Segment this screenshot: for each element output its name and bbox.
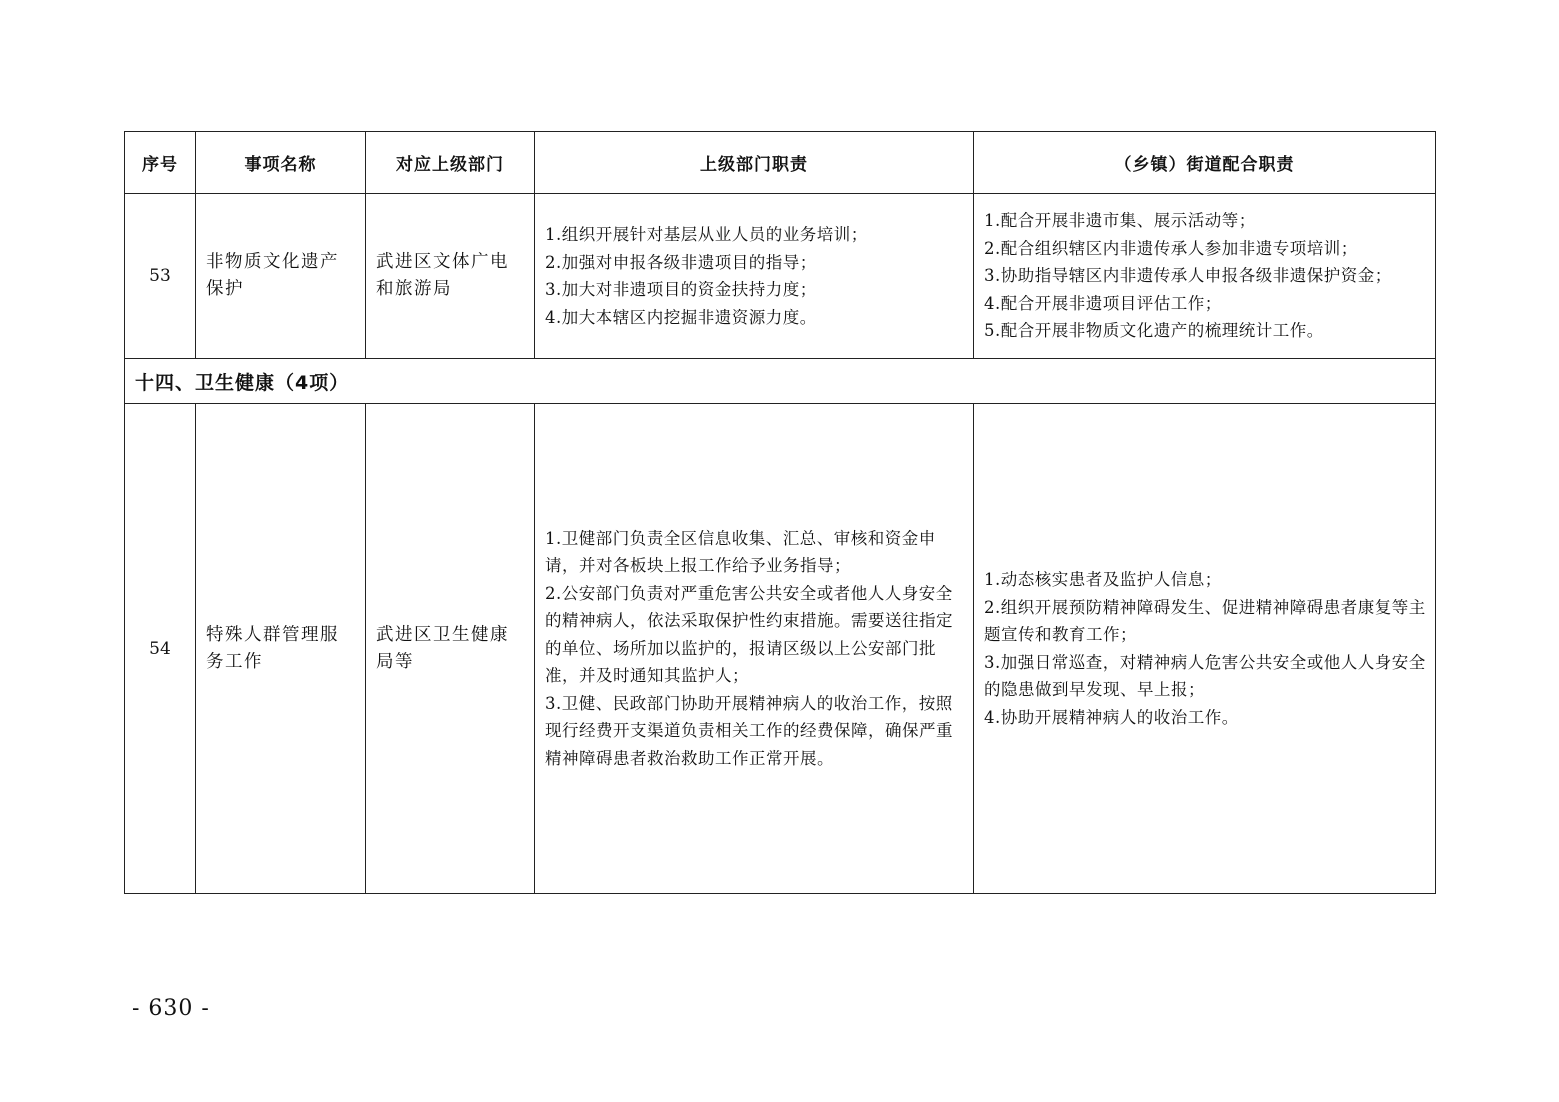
item-name: 非物质文化遗产保护 [196,194,366,359]
superior-duties-list [545,221,965,331]
street-duties-list [984,566,1427,731]
street-duties-cell [974,404,1436,894]
item-name: 特殊人群管理服务工作 [196,404,366,894]
page-number: - 630 - [132,996,210,1021]
list-item: 5.配合开展非物质文化遗产的梳理统计工作。 [984,321,1324,341]
superior-duties-cell [535,194,974,359]
table-header-row [125,132,1436,194]
header-number: 序号 [125,132,196,194]
header-superior-department: 对应上级部门 [366,132,535,194]
header-item-name: 事项名称 [196,132,366,194]
street-duties-list [984,207,1427,345]
list-item: 3.加大对非遗项目的资金扶持力度； [545,280,817,299]
street-duties-cell [974,194,1436,359]
row-number: 53 [125,194,196,359]
list-item: 4.配合开展非遗项目评估工作； [984,293,1222,313]
table-row [125,404,1436,894]
superior-duties-cell [535,404,974,894]
superior-duties-list [545,525,965,773]
list-item: 2.组织开展预防精神障碍发生、促进精神障碍患者康复等主题宣传和教育工作； [984,597,1426,644]
section-title: 十四、卫生健康（4项） [125,359,1436,404]
superior-department: 武进区文体广电和旅游局 [366,194,535,359]
list-item: 2.加强对申报各级非遗项目的指导； [545,252,817,272]
header-superior-duties: 上级部门职责 [535,132,974,194]
list-item: 2.配合组织辖区内非遗传承人参加非遗专项培训； [984,238,1358,258]
row-number: 54 [125,404,196,894]
list-item: 1.卫健部门负责全区信息收集、汇总、审核和资金申请，并对各板块上报工作给予业务指导； [545,528,936,576]
section-row [125,359,1436,404]
list-item: 3.卫健、民政部门协助开展精神病人的收治工作，按照现行经费开支渠道负责相关工作的经费保障，确保严重精神障碍患者救治救助工作正常开展。 [545,693,953,768]
superior-department: 武进区卫生健康局等 [366,404,535,894]
header-street-duties: （乡镇）街道配合职责 [974,132,1436,194]
list-item: 1.组织开展针对基层从业人员的业务培训； [545,225,868,244]
list-item: 1.配合开展非遗市集、展示活动等； [984,211,1256,231]
table-row [125,194,1436,359]
list-item: 3.协助指导辖区内非遗传承人申报各级非遗保护资金； [984,266,1392,286]
list-item: 4.协助开展精神病人的收治工作。 [984,707,1239,727]
duty-table [124,131,1436,894]
list-item: 3.加强日常巡查，对精神病人危害公共安全或他人人身安全的隐患做到早发现、早上报； [984,652,1426,699]
list-item: 4.加大本辖区内挖掘非遗资源力度。 [545,307,817,327]
list-item: 2.公安部门负责对严重危害公共安全或者他人人身安全的精神病人，依法采取保护性约束措施。需要送往指定的单位、场所加以监护的，报请区级以上公安部门批准，并及时通知其监护人； [545,583,953,686]
list-item: 1.动态核实患者及监护人信息； [984,570,1222,589]
